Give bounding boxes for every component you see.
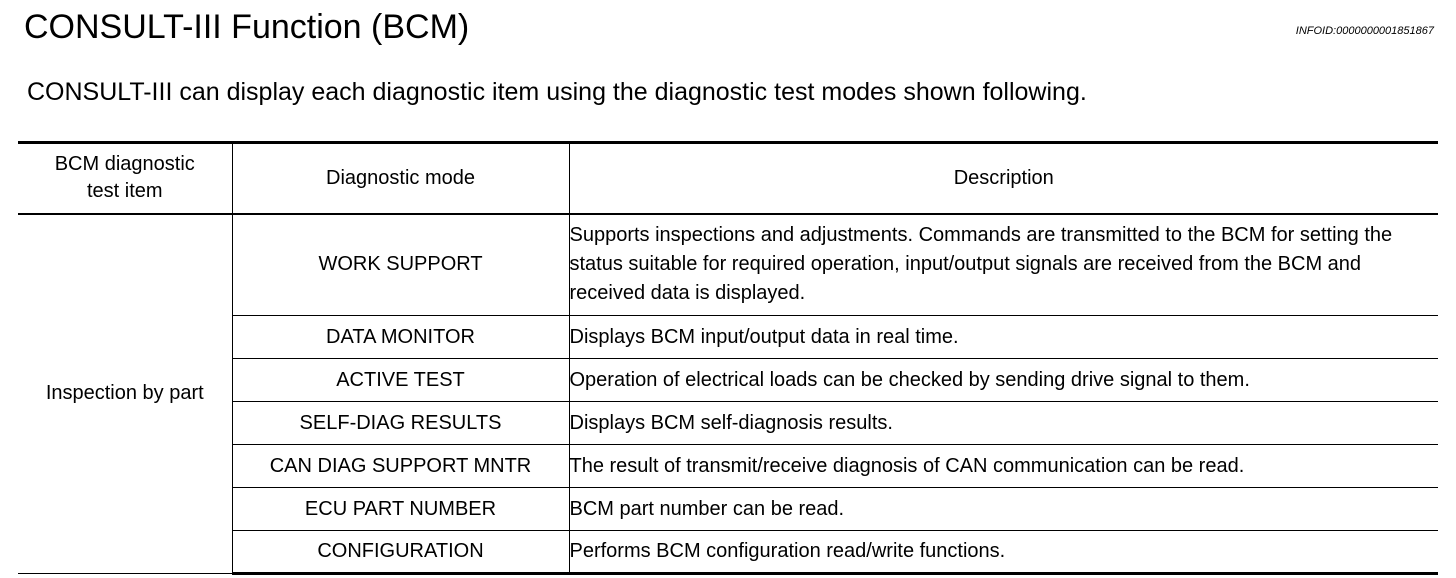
mode-cell: SELF-DIAG RESULTS — [232, 402, 569, 445]
description-cell: Supports inspections and adjustments. Commands are transmitted to the BCM for setting the status suitable for required operation, input/output signals are received from the BCM and received data is displayed. — [569, 214, 1438, 316]
column-header-diagnostic-mode: Diagnostic mode — [232, 143, 569, 214]
description-cell: BCM part number can be read. — [569, 488, 1438, 531]
description-cell: Displays BCM input/output data in real time. — [569, 316, 1438, 359]
mode-cell: ECU PART NUMBER — [232, 488, 569, 531]
mode-cell: DATA MONITOR — [232, 316, 569, 359]
diagnostic-table — [18, 141, 1438, 575]
mode-cell: ACTIVE TEST — [232, 359, 569, 402]
intro-text: CONSULT-III can display each diagnostic item using the diagnostic test modes shown following. — [27, 78, 1087, 106]
description-cell: Displays BCM self-diagnosis results. — [569, 402, 1438, 445]
column-header-test-item: BCM diagnostic test item — [18, 143, 232, 214]
mode-cell: WORK SUPPORT — [232, 214, 569, 316]
mode-cell: CAN DIAG SUPPORT MNTR — [232, 445, 569, 488]
page-title: CONSULT-III Function (BCM) — [24, 8, 470, 46]
table-header-row — [18, 143, 1438, 214]
description-cell: Performs BCM configuration read/write functions. — [569, 531, 1438, 574]
test-item-cell: Inspection by part — [18, 214, 232, 574]
mode-cell: CONFIGURATION — [232, 531, 569, 574]
description-cell: The result of transmit/receive diagnosis of CAN communication can be read. — [569, 445, 1438, 488]
info-id: INFOID:0000000001851867 — [1295, 25, 1434, 37]
table-row — [18, 214, 1438, 316]
description-cell: Operation of electrical loads can be checked by sending drive signal to them. — [569, 359, 1438, 402]
column-header-description: Description — [569, 143, 1438, 214]
